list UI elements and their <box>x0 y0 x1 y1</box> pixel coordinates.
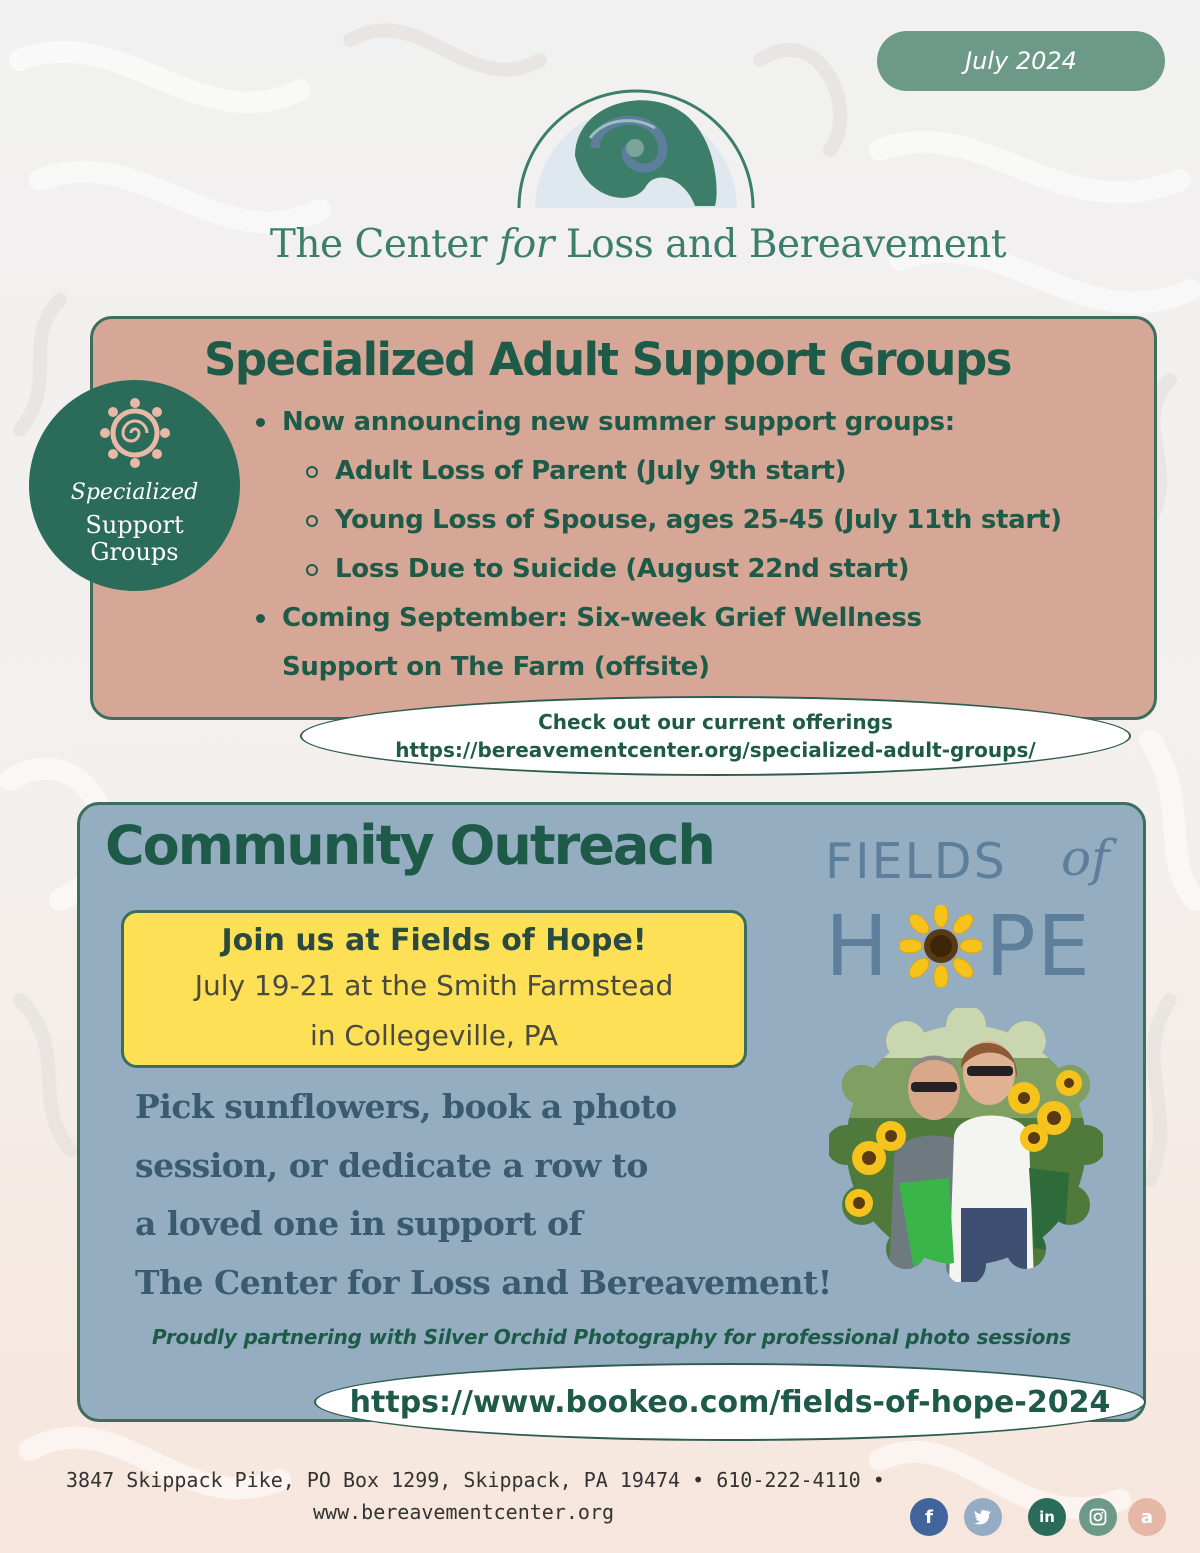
fields-of-hope-logo <box>825 829 1125 995</box>
booking-link[interactable]: https://www.bookeo.com/fields-of-hope-2024 <box>314 1363 1146 1441</box>
list-item: Loss Due to Suicide (August 22nd start) <box>282 545 1152 594</box>
badge-line: Support <box>85 511 184 539</box>
current-offerings-link[interactable] <box>300 696 1131 776</box>
badge-line: Groups <box>90 538 179 566</box>
pitch-line: Pick sunflowers, book a photo <box>135 1087 677 1126</box>
sunflower-photo <box>829 1008 1103 1282</box>
support-groups-title: Specialized Adult Support Groups <box>204 333 1011 386</box>
instagram-glyph <box>1089 1508 1107 1526</box>
pitch-line: session, or dedicate a row to <box>135 1145 648 1185</box>
badge-line: Specialized <box>70 480 199 505</box>
specialized-support-groups-badge <box>29 380 240 591</box>
footer-address <box>66 1464 886 1528</box>
event-callout <box>121 910 747 1068</box>
nautilus-logo <box>515 68 757 210</box>
list-item: Now announcing new summer support groups: <box>282 398 1152 447</box>
logo-word: H PE <box>825 897 1091 995</box>
sunflower-icon <box>900 905 982 987</box>
list-item: Young Loss of Spouse, ages 25-45 (July 11th start) <box>282 496 1152 545</box>
list-item: Coming September: Six-week Grief Wellness <box>282 594 1152 643</box>
twitter-icon[interactable] <box>964 1498 1002 1536</box>
linkedin-icon[interactable]: in <box>1028 1498 1066 1536</box>
amazon-icon[interactable]: a <box>1128 1498 1166 1536</box>
community-outreach-title: Community Outreach <box>105 814 714 877</box>
logo-word: FIELDS <box>825 833 1007 890</box>
newsletter-date-pill: July 2024 <box>877 31 1165 91</box>
instagram-icon[interactable] <box>1079 1498 1117 1536</box>
facebook-icon[interactable]: f <box>910 1498 948 1536</box>
event-headline: Join us at Fields of Hope! <box>221 923 647 958</box>
address-line: 3847 Skippack Pike, PO Box 1299, Skippack, PA 19474 • 610-222-4110 • <box>66 1468 885 1492</box>
list-item: Adult Loss of Parent (July 9th start) <box>282 447 1152 496</box>
pitch-line: a loved one in support of <box>135 1204 583 1243</box>
website-line[interactable]: www.bereavementcenter.org <box>313 1500 615 1524</box>
support-groups-list <box>282 398 1152 692</box>
partner-note: Proudly partnering with Silver Orchid Photography for professional photo sessions <box>151 1325 1071 1349</box>
list-item-continuation: Support on The Farm (offsite) <box>282 652 710 682</box>
organization-name: The Center for Loss and Bereavement <box>269 222 1007 267</box>
link-url: https://bereavementcenter.org/specialized-adult-groups/ <box>395 738 1036 762</box>
logo-word: of <box>1061 829 1110 887</box>
twitter-bird-glyph <box>974 1509 992 1525</box>
link-label: Check out our current offerings <box>538 710 893 734</box>
pitch-line: The Center for Loss and Bereavement! <box>135 1262 832 1302</box>
event-detail: in Collegeville, PA <box>309 1019 559 1052</box>
people-circle-icon <box>97 395 173 471</box>
event-detail: July 19-21 at the Smith Farmstead <box>194 969 674 1002</box>
event-pitch <box>135 1078 895 1312</box>
